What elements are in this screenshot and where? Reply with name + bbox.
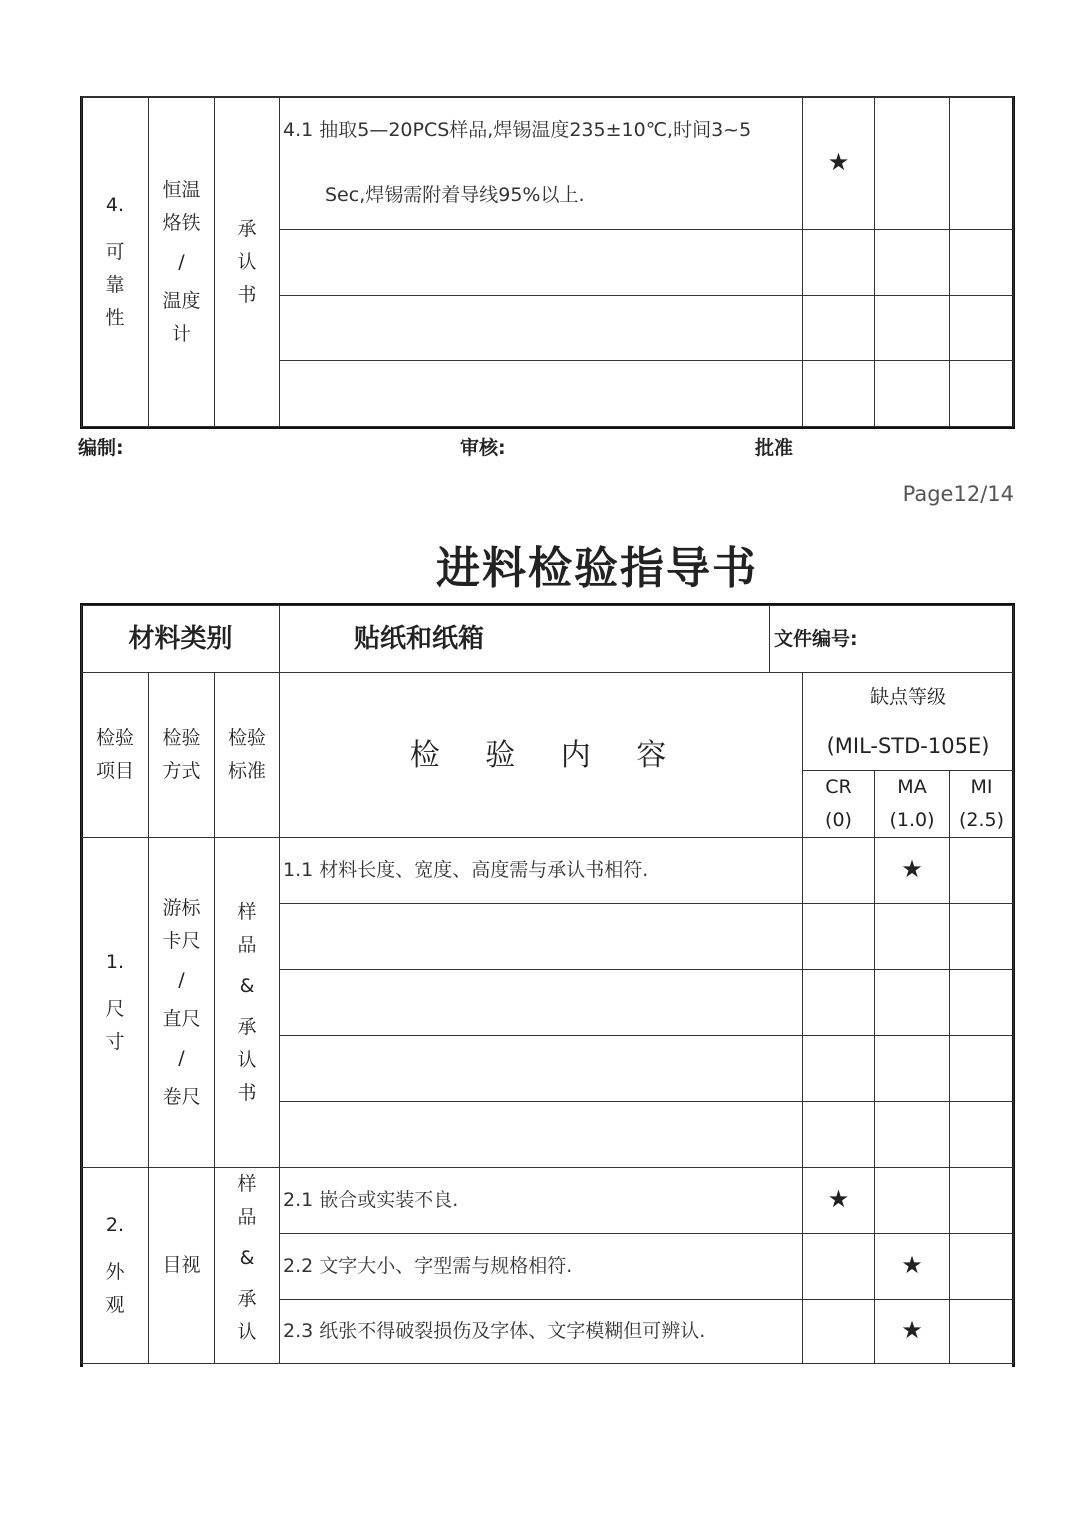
method-text: 计: [171, 322, 191, 345]
document-title: 进料检验指导书: [436, 543, 758, 594]
cr-cell: [803, 904, 875, 970]
item-text: 外: [105, 1261, 125, 1283]
star-icon: ★: [901, 1316, 923, 1344]
column-header-content: 检 验 内 容: [280, 673, 803, 838]
review-label: 审核:: [460, 437, 506, 459]
material-type-value: 贴纸和纸箱: [280, 606, 770, 673]
content-cell-2-3: 2.3 纸张不得破裂损伤及字体、文字模糊但可辨认.: [280, 1300, 803, 1364]
ma-cell: [875, 296, 950, 361]
mi-cell: [950, 1102, 1014, 1168]
item-cell-dimension: [82, 838, 149, 1168]
content-cell-empty: [280, 361, 803, 427]
standard-cell-sample-approval-2: [215, 1168, 280, 1364]
header-text: (0): [825, 809, 852, 831]
cr-cell: [803, 1102, 875, 1168]
main-inspection-table: [81, 672, 1014, 1364]
column-header-defect-level: [803, 673, 1014, 771]
header-text: (2.5): [958, 809, 1005, 831]
content-cell-empty: [280, 230, 803, 296]
standard-cell-approval: [215, 98, 280, 427]
mi-cell: [950, 1168, 1014, 1234]
standard-cell-sample-approval: [215, 838, 280, 1168]
standard-text: 样: [237, 1173, 257, 1195]
mi-cell: [950, 838, 1014, 904]
mi-cell: [950, 361, 1014, 427]
cr-cell: [803, 230, 875, 296]
item-text: 观: [105, 1294, 125, 1316]
ma-cell: [875, 1300, 950, 1364]
standard-text: 承: [237, 217, 257, 240]
content-line: 4.1 抽取5—20PCS样品,焊锡温度235±10℃,时间3~5: [283, 119, 752, 141]
ma-cell: [875, 1102, 950, 1168]
content-cell-4-1: [280, 98, 803, 230]
method-text: /: [178, 968, 185, 991]
header-text: 检验: [227, 727, 266, 749]
item-text: 4.: [105, 194, 125, 216]
standard-text: 认: [237, 1321, 257, 1343]
item-cell-reliability: [82, 98, 149, 427]
ma-cell: [875, 1168, 950, 1234]
content-line: Sec,焊锡需附着导线95%以上.: [325, 184, 585, 206]
header-text: 项目: [95, 760, 134, 782]
standard-text: 认: [237, 1048, 257, 1071]
header-text: MI: [970, 776, 993, 798]
method-text: /: [178, 1046, 185, 1069]
standard-text: 品: [237, 933, 257, 956]
column-header-mi: [950, 771, 1014, 838]
standard-text: 承: [237, 1288, 257, 1310]
standard-text: 书: [237, 283, 257, 306]
ma-cell: [875, 970, 950, 1036]
method-text: 恒温: [162, 178, 201, 201]
mi-cell: [950, 970, 1014, 1036]
method-text: 温度: [162, 289, 201, 312]
mi-cell: [950, 98, 1014, 230]
standard-text: 承: [237, 1015, 257, 1038]
ma-cell: [875, 361, 950, 427]
ma-cell: [875, 838, 950, 904]
standard-text: &: [239, 1247, 255, 1269]
content-cell-empty: [280, 904, 803, 970]
content-cell-1-1: 1.1 材料长度、宽度、高度需与承认书相符.: [280, 838, 803, 904]
header-text: CR: [825, 776, 852, 798]
header-text: (1.0): [889, 809, 935, 831]
mi-cell: [950, 1300, 1014, 1364]
method-text: 游标: [162, 896, 201, 919]
ma-cell: [875, 98, 950, 230]
content-cell-2-2: 2.2 文字大小、字型需与规格相符.: [280, 1234, 803, 1300]
item-text: 性: [105, 307, 125, 329]
cr-cell: [803, 361, 875, 427]
standard-text: 认: [237, 250, 257, 273]
star-icon: ★: [901, 855, 923, 883]
header-text: 标准: [227, 760, 266, 782]
method-cell-measure: [149, 838, 215, 1168]
content-cell-2-1: 2.1 嵌合或实装不良.: [280, 1168, 803, 1234]
content-cell-empty: [280, 1102, 803, 1168]
cr-cell: [803, 970, 875, 1036]
cr-cell: [803, 98, 875, 230]
column-header-cr: [803, 771, 875, 838]
item-cell-appearance: [82, 1168, 149, 1364]
standard-text: &: [239, 974, 255, 997]
star-icon: ★: [827, 1185, 850, 1213]
item-text: 可: [105, 241, 125, 263]
mi-cell: [950, 904, 1014, 970]
header-text: 方式: [162, 760, 201, 782]
header-text: 缺点等级: [869, 685, 946, 708]
content-cell-empty: [280, 1036, 803, 1102]
method-text: 卡尺: [162, 929, 201, 952]
header-text: 检验: [162, 727, 201, 749]
header-table: [81, 605, 1014, 673]
ma-cell: [875, 1036, 950, 1102]
content-cell-empty: [280, 970, 803, 1036]
cr-cell: [803, 1168, 875, 1234]
column-header-ma: [875, 771, 950, 838]
cr-cell: [803, 838, 875, 904]
cr-cell: [803, 1036, 875, 1102]
method-text: /: [178, 250, 185, 273]
mi-cell: [950, 1234, 1014, 1300]
header-text: (MIL-STD-105E): [826, 733, 990, 758]
approve-label: 批准: [755, 437, 794, 459]
column-header-standard: [215, 673, 280, 838]
method-text: 烙铁: [162, 211, 201, 234]
material-type-label: 材料类别: [82, 606, 280, 673]
mi-cell: [950, 296, 1014, 361]
ma-cell: [875, 1234, 950, 1300]
method-text: 卷尺: [162, 1085, 201, 1108]
mi-cell: [950, 1036, 1014, 1102]
header-text: 检验: [95, 727, 134, 749]
standard-text: 样: [237, 900, 257, 923]
column-header-item: [82, 673, 149, 838]
item-text: 1.: [105, 951, 125, 973]
header-text: MA: [897, 776, 927, 798]
star-icon: ★: [901, 1251, 923, 1279]
method-text: 直尺: [162, 1007, 201, 1030]
page-number: Page12/14: [902, 482, 1014, 506]
item-text: 2.: [105, 1214, 125, 1236]
top-inspection-table: [81, 97, 1014, 427]
method-cell-soldering: [149, 98, 215, 427]
method-cell-visual: 目视: [149, 1168, 215, 1364]
item-text: 靠: [105, 274, 125, 296]
ma-cell: [875, 904, 950, 970]
standard-text: 书: [237, 1081, 257, 1104]
cr-cell: [803, 1234, 875, 1300]
item-text: 尺: [105, 998, 125, 1020]
standard-text: 品: [237, 1206, 257, 1228]
cr-cell: [803, 1300, 875, 1364]
ma-cell: [875, 230, 950, 296]
star-icon: ★: [827, 148, 850, 176]
column-header-method: [149, 673, 215, 838]
compile-label: 编制:: [78, 437, 124, 459]
content-cell-empty: [280, 296, 803, 361]
item-text: 寸: [105, 1031, 125, 1053]
mi-cell: [950, 230, 1014, 296]
document-number-label: 文件编号:: [770, 606, 1014, 673]
cr-cell: [803, 296, 875, 361]
